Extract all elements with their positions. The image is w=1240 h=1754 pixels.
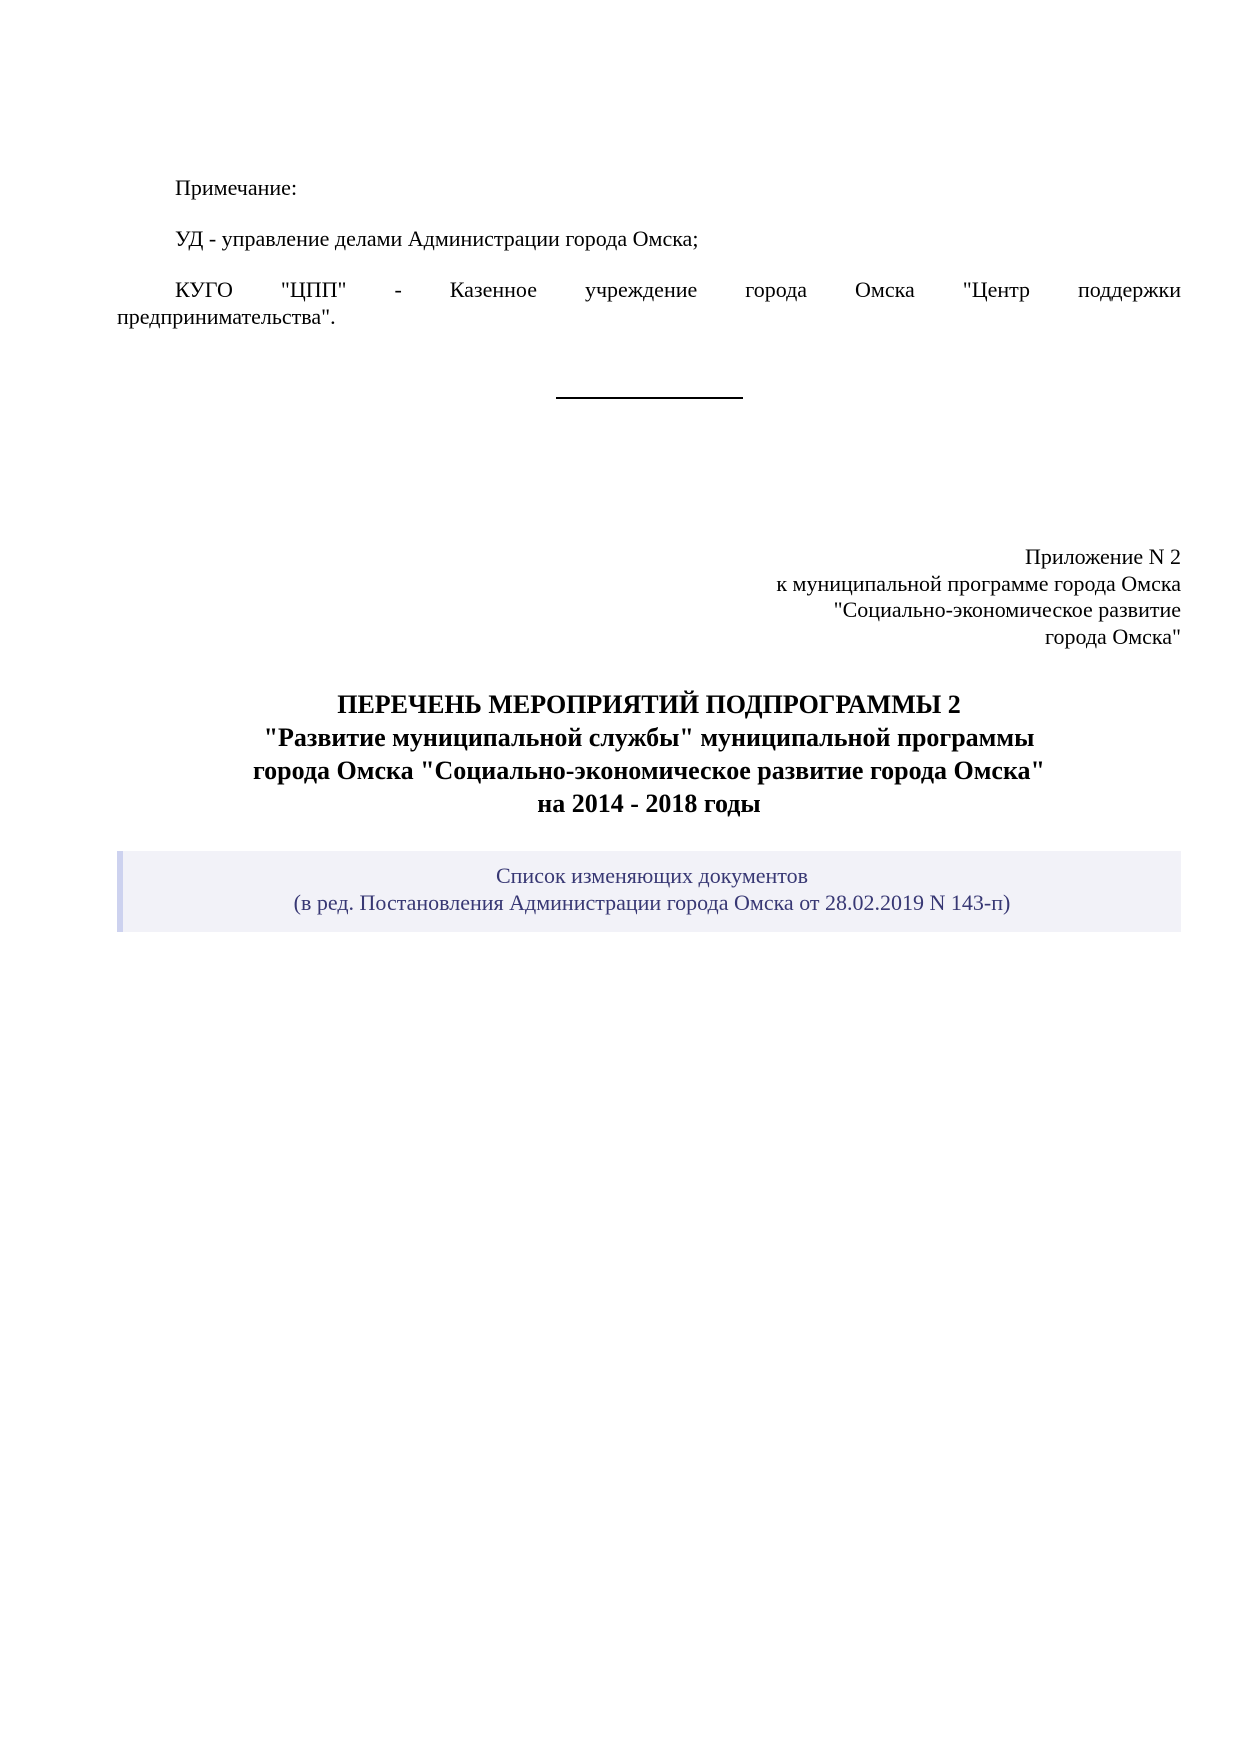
section-separator: [556, 397, 743, 399]
revision-list-heading: Список изменяющих документов: [495, 863, 808, 888]
word: КУГО: [175, 277, 233, 302]
note-item-kugo: [117, 276, 1181, 330]
annex-line: к муниципальной программе города Омска: [776, 570, 1181, 596]
note-item-kugo-line2: предпринимательства".: [117, 304, 336, 329]
revision-list-box: [117, 851, 1181, 932]
word: -: [394, 277, 402, 302]
annex-line: "Социально-экономическое развитие: [833, 597, 1181, 622]
revision-list-text: (в ред. Постановления Администрации города Омска от 28.02.2019 N 143-п): [293, 890, 1011, 915]
word: поддержки: [1078, 277, 1181, 302]
word: "Центр: [962, 277, 1031, 302]
title-line: города Омска "Социально-экономическое развитие города Омска": [253, 756, 1045, 785]
word: города: [745, 277, 808, 302]
annex-line: города Омска": [1045, 623, 1181, 649]
annex-header: [776, 544, 1181, 650]
annex-number: Приложение N 2: [1025, 544, 1181, 569]
title-line: на 2014 - 2018 годы: [537, 789, 761, 818]
document-title: [117, 688, 1181, 820]
word: "ЦПП": [280, 277, 347, 302]
word: Казенное: [449, 277, 537, 302]
note-item-ud: УД - управление делами Администрации города Омска;: [175, 226, 699, 251]
word: учреждение: [584, 277, 698, 302]
title-line: ПЕРЕЧЕНЬ МЕРОПРИЯТИЙ ПОДПРОГРАММЫ 2: [337, 690, 961, 719]
note-heading: Примечание:: [175, 175, 298, 200]
word: Омска: [855, 277, 915, 302]
title-line: "Развитие муниципальной службы" муниципальной программы: [263, 723, 1035, 752]
note-item-kugo-line1: [175, 276, 1181, 303]
